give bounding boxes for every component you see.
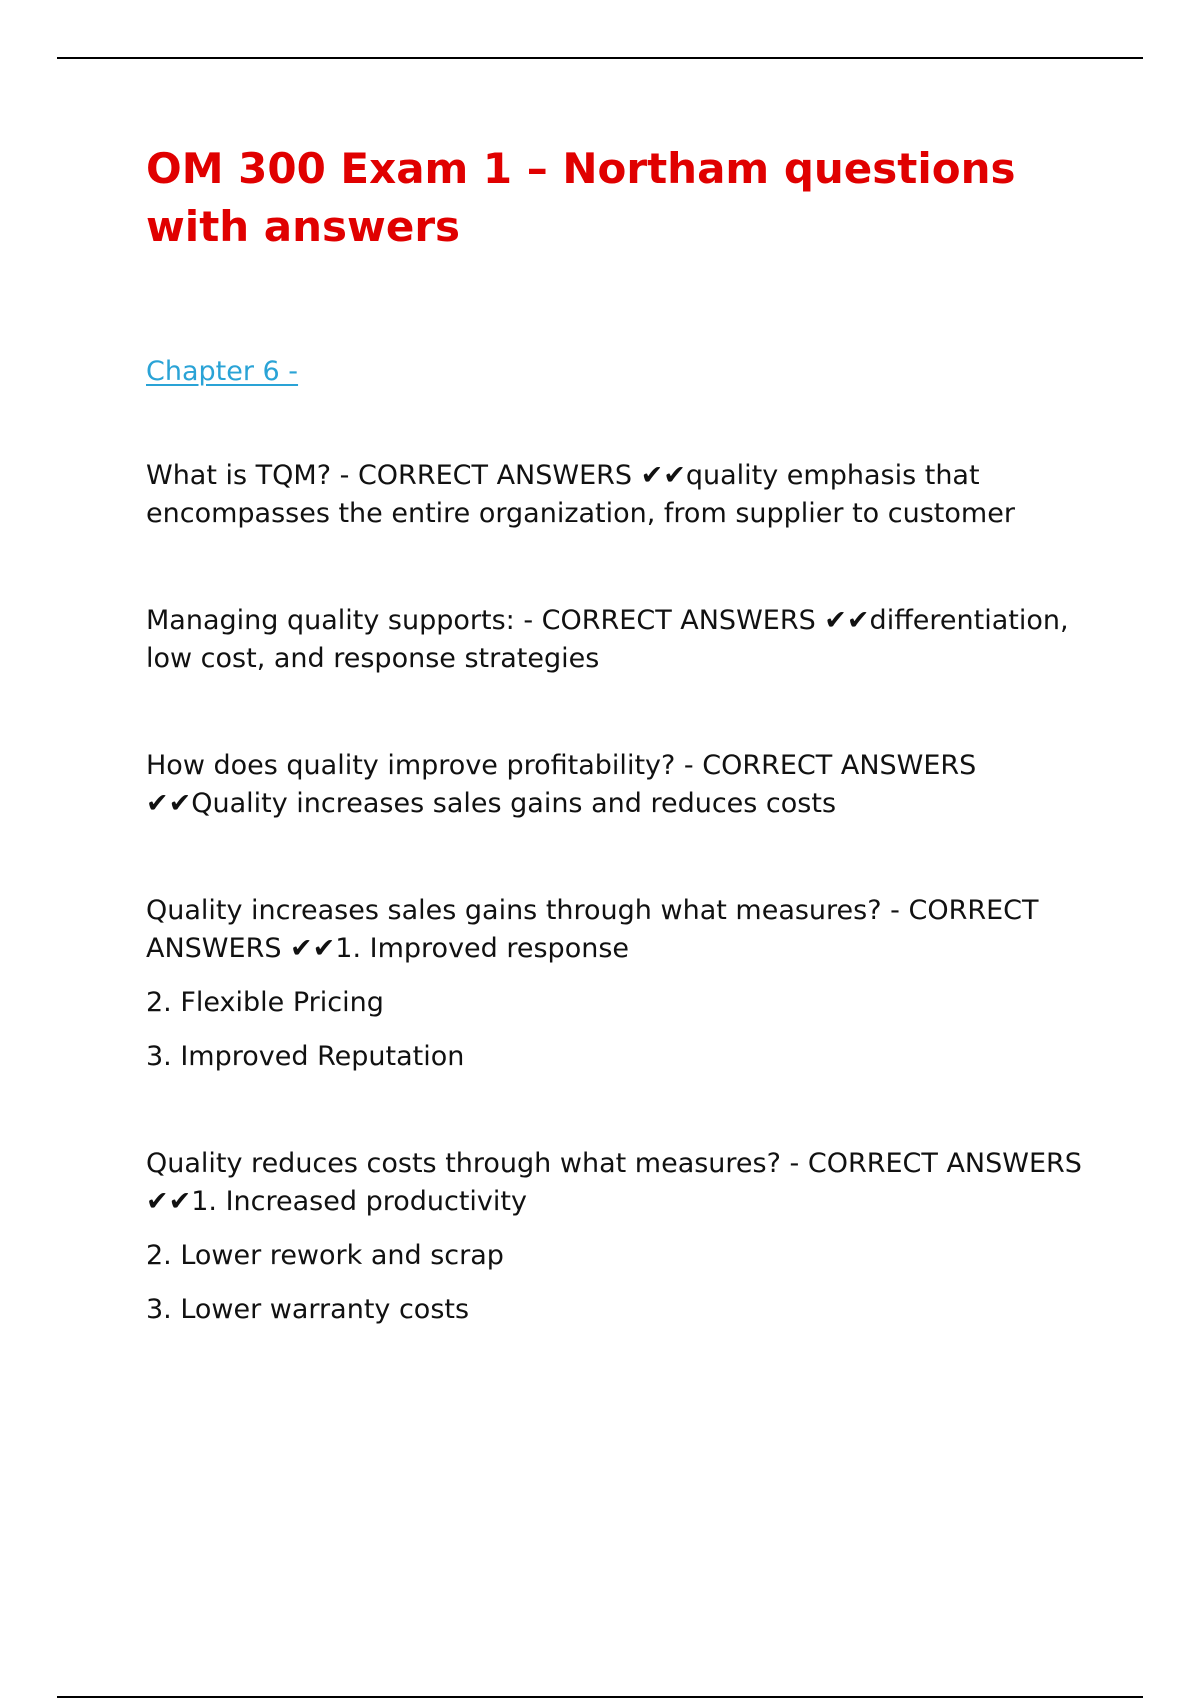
qa-text: Managing quality supports: - CORRECT ANSWERS ✔✔differentiation, low cost, and response strategies: [146, 605, 1069, 674]
qa-text: What is TQM? - CORRECT ANSWERS ✔✔quality emphasis that encompasses the entire organization, from supplier to customer: [146, 460, 1015, 529]
top-rule: [57, 57, 1143, 59]
chapter-6-link[interactable]: Chapter 6 -: [146, 356, 299, 387]
qa-list-line: 2. Flexible Pricing: [146, 987, 384, 1018]
qa-item: [146, 1145, 1096, 1329]
qa-list-line: 3. Improved Reputation: [146, 1041, 465, 1072]
document-body: [146, 140, 1096, 1329]
document-title: OM 300 Exam 1 – Northam questions with answers: [146, 144, 1016, 251]
qa-item: [146, 602, 1096, 678]
qa-item: [146, 457, 1096, 533]
qa-item: [146, 747, 1096, 823]
qa-item: [146, 892, 1096, 1076]
qa-text: Quality reduces costs through what measures? - CORRECT ANSWERS ✔✔1. Increased productivity: [146, 1148, 1082, 1217]
qa-list-line: 3. Lower warranty costs: [146, 1294, 470, 1325]
qa-text: Quality increases sales gains through what measures? - CORRECT ANSWERS ✔✔1. Improved response: [146, 895, 1039, 964]
qa-text: How does quality improve profitability? - CORRECT ANSWERS ✔✔Quality increases sales gains and reduces costs: [146, 750, 977, 819]
qa-list-line: 2. Lower rework and scrap: [146, 1240, 504, 1271]
bottom-rule: [57, 1696, 1143, 1698]
